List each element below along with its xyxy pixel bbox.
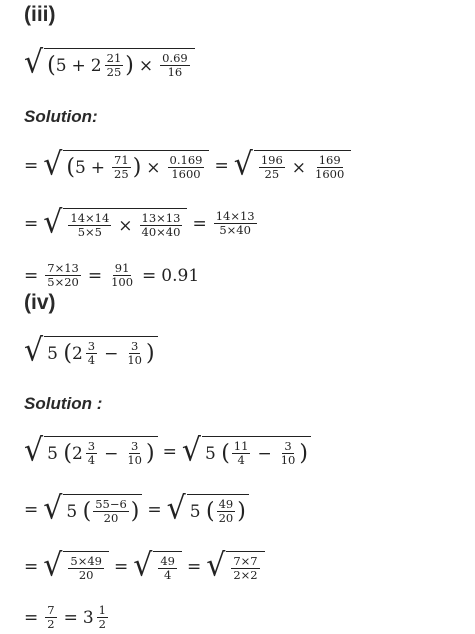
step1-iv	[24, 432, 311, 469]
fraction: $\frac{7\times 13}{5\times 20}$	[47, 261, 79, 290]
fraction: $\frac{13\times 13}{40\times 40}$	[141, 211, 181, 240]
step3-iv	[24, 547, 265, 584]
fraction: $\frac{3}{4}$	[87, 439, 96, 468]
fraction: $\frac{1}{2}$	[98, 603, 106, 632]
fraction: $\frac{91}{100}$	[111, 261, 134, 290]
equals: =	[147, 499, 162, 520]
equals: =	[113, 556, 129, 577]
problem-iv	[24, 332, 158, 369]
sqrt-expression: √ $\frac{5\times 49}{20}$	[43, 551, 109, 582]
step2-iii	[24, 204, 259, 241]
part-label-iv: (iv)	[24, 291, 56, 314]
step1-iii	[24, 146, 351, 183]
equals: =	[214, 155, 229, 176]
radical-sign: √	[24, 44, 44, 81]
fraction: $\frac{55-6}{20}$	[95, 497, 127, 526]
equals: =	[63, 607, 78, 628]
equals: =	[192, 213, 207, 234]
sqrt-expression: √ $\frac{49}{4}$	[133, 551, 182, 582]
step3-iii	[24, 262, 199, 289]
fraction: $\frac{21}{25}$	[106, 51, 122, 80]
operator: ×	[138, 55, 154, 76]
fraction: $\frac{49}{4}$	[160, 554, 175, 583]
fraction: $\frac{14\times 14}{5\times 5}$	[70, 211, 110, 240]
equals: =	[24, 265, 39, 286]
fraction: $\frac{3}{10}$	[280, 439, 296, 468]
fraction: $\frac{7\times 7}{2\times 2}$	[233, 554, 258, 583]
operator: +	[71, 55, 86, 76]
sqrt-expression: √ 5 ( $\frac{11}{4}$ − $\frac{3}{10}$ )	[182, 436, 311, 467]
sqrt-expression: √ 5 ( $\frac{55-6}{20}$ )	[43, 494, 142, 525]
equals: =	[24, 556, 39, 577]
equals: =	[24, 499, 39, 520]
fraction: $\frac{0.169}{1600}$	[169, 153, 203, 182]
equals: =	[162, 441, 177, 462]
sqrt-expression: √ 5 ( 2 $\frac{3}{4}$ − $\frac{3}{10}$ )	[24, 336, 158, 367]
fraction: $\frac{49}{20}$	[218, 497, 234, 526]
sqrt-expression: √ $\frac{7\times 7}{2\times 2}$	[206, 551, 264, 582]
step2-iv	[24, 490, 249, 527]
equals: =	[87, 265, 103, 286]
sqrt-expression: √ ( 5 + $\frac{71}{25}$ ) × $\frac{0.169}{1600}$	[43, 150, 209, 181]
part-label-iii: (iii)	[24, 3, 56, 26]
sqrt-expression: √ $\frac{196}{25}$ × $\frac{169}{1600}$	[234, 150, 352, 181]
fraction: $\frac{7}{2}$	[47, 603, 55, 632]
term: 5	[55, 55, 67, 76]
fraction: $\frac{0.69}{16}$	[162, 51, 188, 80]
equals: =	[142, 265, 157, 286]
fraction: $\frac{196}{25}$	[260, 153, 283, 182]
fraction: $\frac{71}{25}$	[114, 153, 129, 182]
fraction: $\frac{11}{4}$	[233, 439, 249, 468]
result: 3	[82, 607, 94, 628]
fraction: $\frac{5\times 49}{20}$	[70, 554, 102, 583]
problem-iii	[24, 44, 195, 81]
equals: =	[24, 607, 39, 628]
term: 2	[90, 55, 102, 76]
solution-label-iv: Solution :	[24, 394, 103, 413]
sqrt-expression: √ $\frac{14\times 14}{5\times 5}$ × $\frac{13\times 13}{40\times 40}$	[43, 208, 187, 239]
fraction: $\frac{14\times 13}{5\times 40}$	[215, 209, 255, 238]
equals: =	[24, 213, 39, 234]
equals: =	[24, 155, 39, 176]
fraction: $\frac{169}{1600}$	[315, 153, 345, 182]
result: 0.91	[161, 265, 200, 286]
equals: =	[186, 556, 202, 577]
sqrt-expression: √ 5 ( $\frac{49}{20}$ )	[167, 494, 249, 525]
fraction: $\frac{3}{10}$	[127, 339, 142, 368]
step4-iv	[24, 604, 110, 631]
fraction: $\frac{3}{10}$	[127, 439, 142, 468]
sqrt-expression: √ ( 5 + 2 $\frac{21}{25}$ ) × $\frac{0.69}{16}$	[24, 48, 195, 79]
solution-label-iii: Solution:	[24, 107, 98, 126]
sqrt-expression: √ 5 ( 2 $\frac{3}{4}$ − $\frac{3}{10}$ )	[24, 436, 158, 467]
fraction: $\frac{3}{4}$	[87, 339, 96, 368]
